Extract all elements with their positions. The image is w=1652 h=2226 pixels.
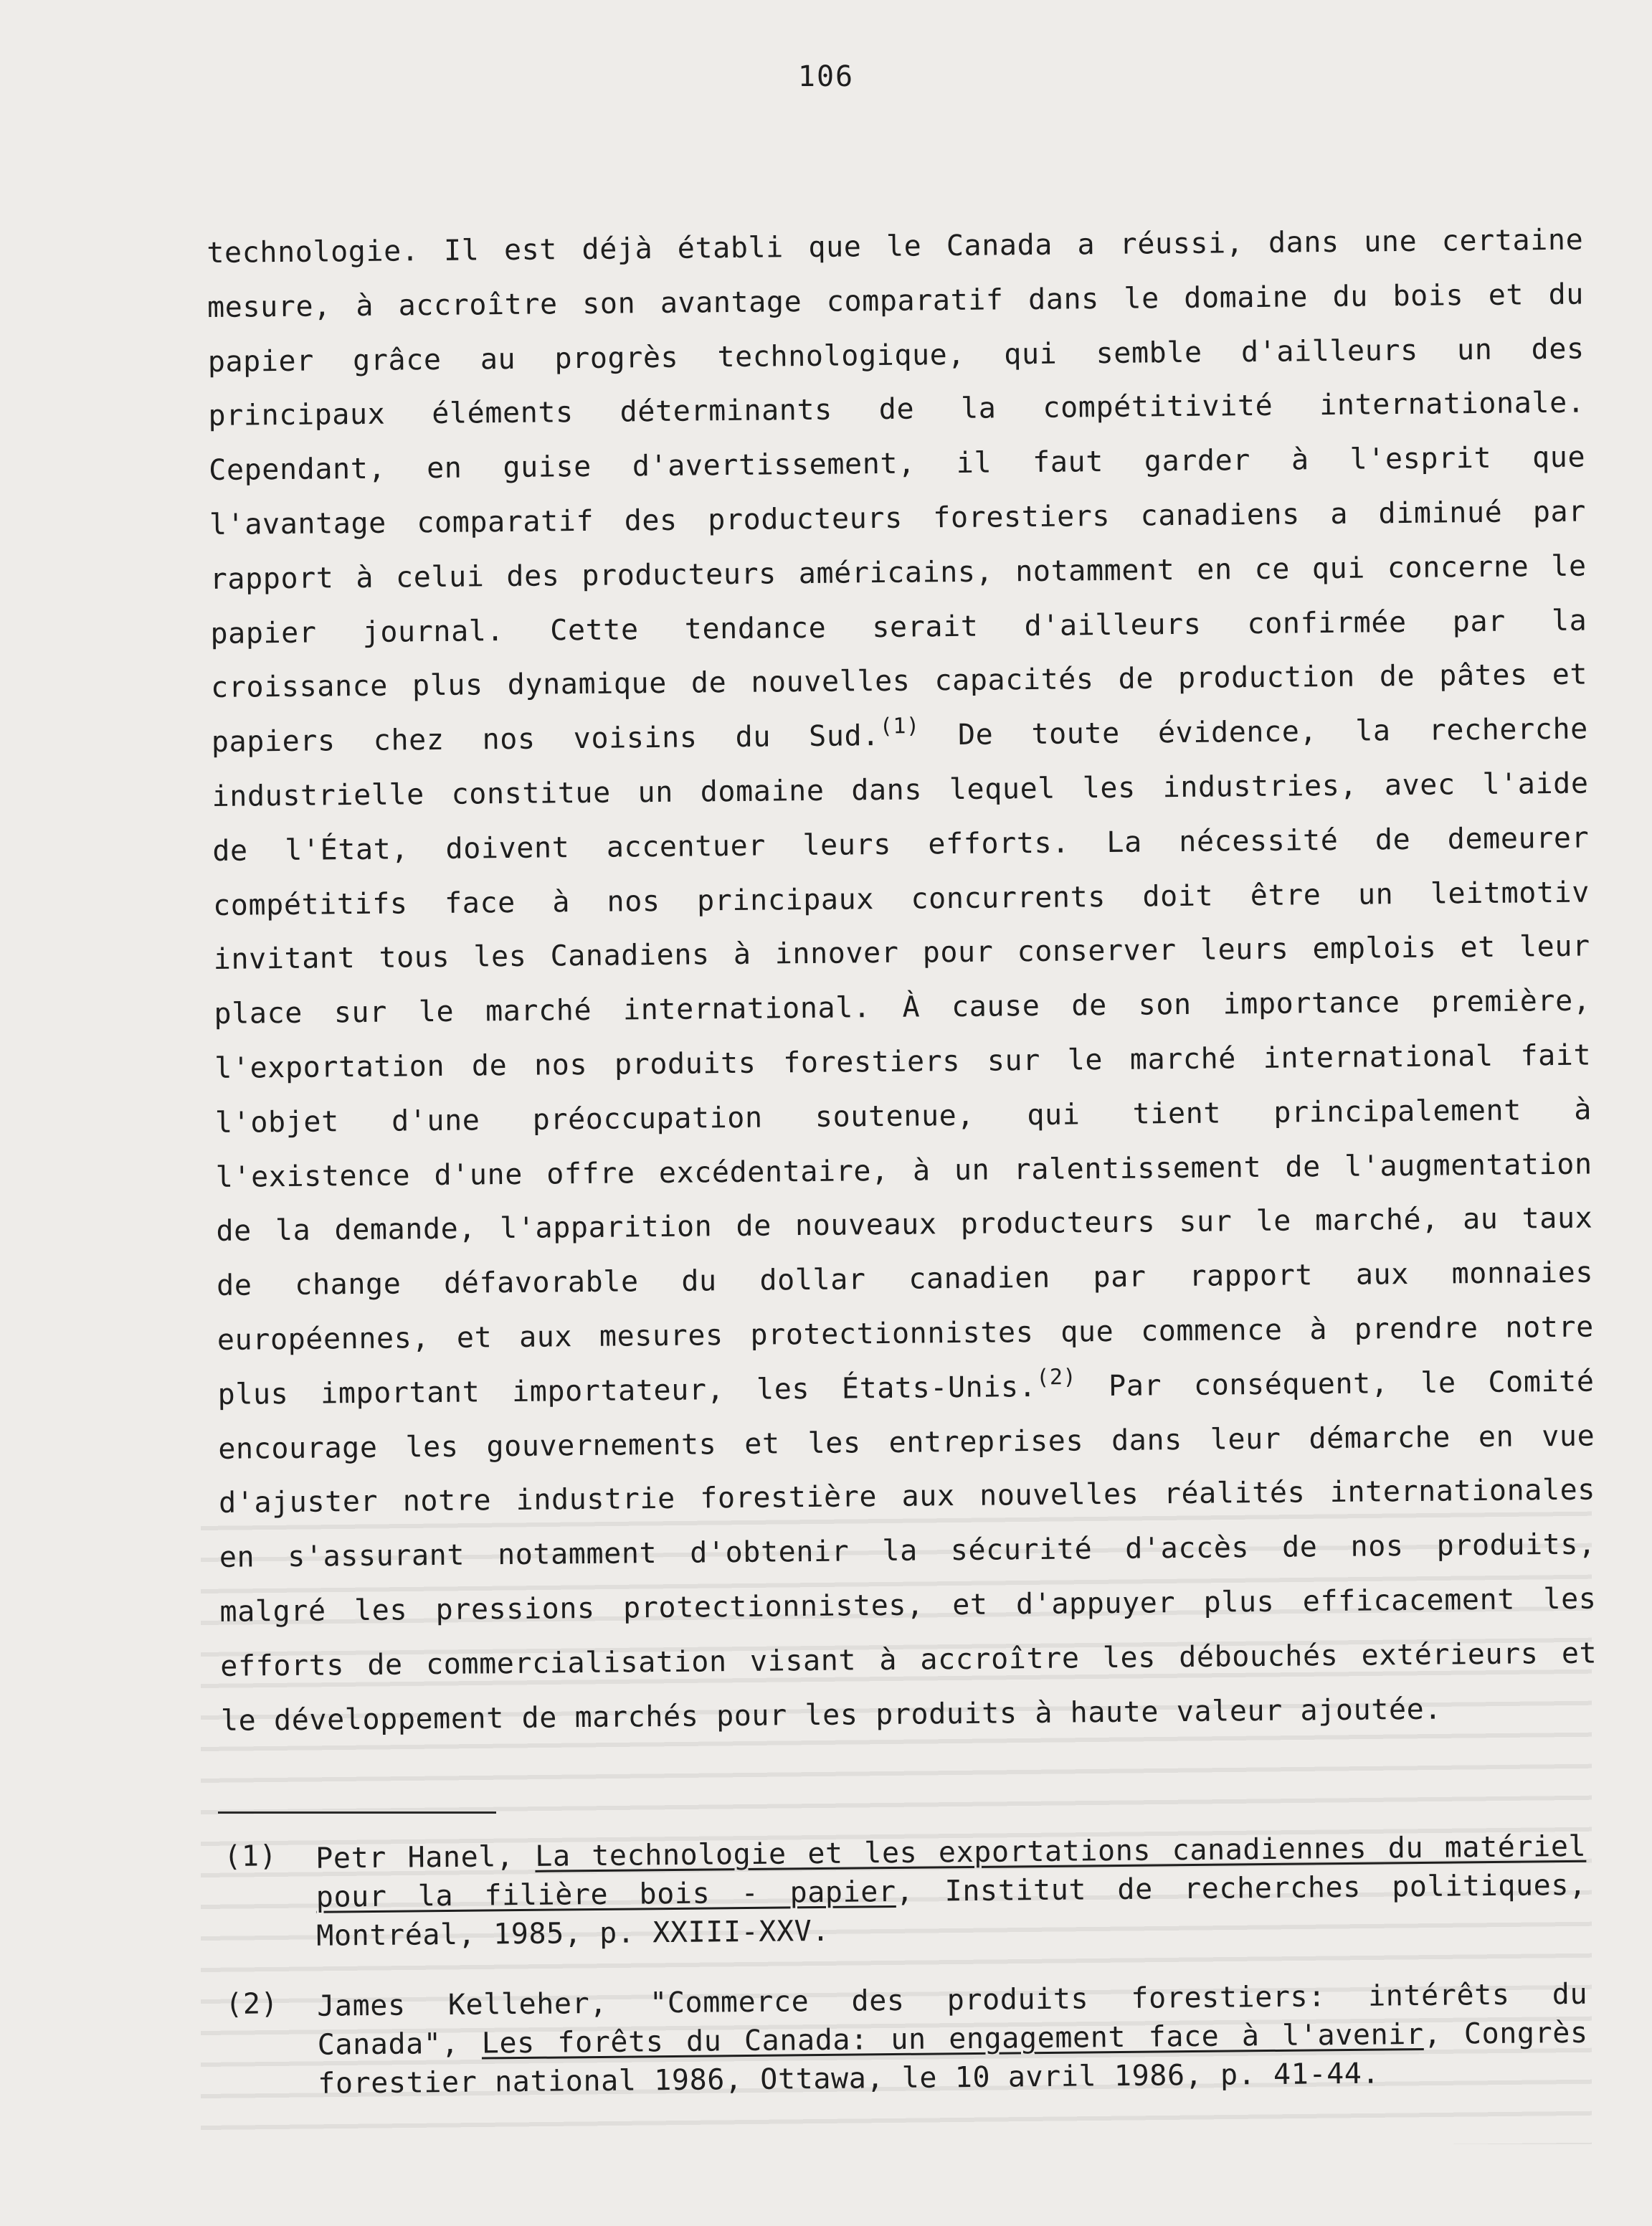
footnote-1: [224, 1827, 1587, 1956]
footnote-number: (2): [224, 1987, 279, 2021]
body-line: européennes, et aux mesures protectionnistes que commence à prendre notre: [217, 1310, 1595, 1357]
body-line: l'avantage comparatif des producteurs forestiers canadiens a diminué par: [209, 495, 1587, 541]
body-line: place sur le marché international. À cause de son importance première,: [214, 984, 1591, 1031]
footnote-separator: [218, 1811, 496, 1814]
body-line: d'ajuster notre industrie forestière aux nouvelles réalités internationales: [218, 1473, 1596, 1520]
body-line: encourage les gouvernements et les entreprises dans leur démarche en vue: [218, 1419, 1595, 1466]
body-line: croissance plus dynamique de nouvelles capacités de production de pâtes et: [210, 658, 1588, 705]
footnotes: [224, 1827, 1589, 2136]
body-line: industrielle constitue un domaine dans lequel les industries, avec l'aide: [212, 767, 1589, 813]
footnote-title: La technologie et les exportations canadiennes du matériel: [535, 1829, 1587, 1873]
body-line: rapport à celui des producteurs américains, notamment en ce qui concerne le: [209, 549, 1587, 596]
body-line: papier journal. Cette tendance serait d'ailleurs confirmée par la: [210, 604, 1587, 650]
footnote-title: pour la filière bois - papier: [315, 1875, 896, 1914]
body-line: de change défavorable du dollar canadien par rapport aux monnaies: [216, 1256, 1594, 1303]
footnote-line: forestier national 1986, Ottawa, le 10 avril 1986, p. 41-44.: [318, 2057, 1380, 2101]
footnote-text: , Institut de recherches politiques,: [896, 1868, 1587, 1909]
body-line: compétitifs face à nos principaux concurrents doit être un leitmotiv: [212, 876, 1590, 922]
body-line: de l'État, doivent accentuer leurs efforts. La nécessité de demeurer: [212, 821, 1590, 868]
body-line-text: Par conséquent, le Comité: [1076, 1365, 1595, 1403]
footnote-line: James Kelleher, "Commerce des produits forestiers: intérêts du: [317, 1977, 1588, 2023]
footnote-number: (1): [224, 1839, 277, 1873]
body-line: technologie. Il est déjà établi que le Canada a réussi, dans une certaine: [206, 223, 1584, 270]
body-line-text: papiers chez nos voisins du Sud.: [211, 719, 880, 759]
body-paragraph: [206, 214, 1598, 1749]
body-line: l'existence d'une offre excédentaire, à un ralentissement de l'augmentation: [215, 1147, 1592, 1194]
footnote-line: Montréal, 1985, p. XXIII-XXV.: [316, 1914, 830, 1953]
body-line: l'exportation de nos produits forestiers sur le marché international fait: [214, 1038, 1592, 1085]
footnote-author: Petr Hanel,: [315, 1839, 536, 1875]
body-line: papier grâce au progrès technologique, qui semble d'ailleurs un des: [207, 332, 1585, 379]
body-line: principaux éléments déterminants de la compétitivité internationale.: [208, 386, 1585, 433]
body-line: invitant tous les Canadiens à innover pour conserver leurs emplois et leur: [213, 929, 1590, 977]
body-line-text: plus important importateur, les États-Unis.: [217, 1370, 1037, 1411]
body-line: malgré les pressions protectionnistes, et d'appuyer plus efficacement les: [219, 1582, 1597, 1629]
body-line: l'objet d'une préoccupation soutenue, qui tient principalement à: [214, 1093, 1592, 1140]
body-line: le développement de marchés pour les produits à haute valeur ajoutée.: [220, 1692, 1443, 1738]
page-number: 106: [797, 60, 855, 93]
footnote-text: Canada",: [317, 2027, 482, 2062]
body-line: de la demande, l'apparition de nouveaux producteurs sur le marché, au taux: [216, 1201, 1593, 1249]
body-line: efforts de commercialisation visant à accroître les débouchés extérieurs et: [220, 1637, 1598, 1683]
body-line: en s'assurant notamment d'obtenir la sécurité d'accès de nos produits,: [219, 1528, 1596, 1575]
footnote-reference-1: (1): [879, 714, 920, 739]
body-line-text: De toute évidence, la recherche: [919, 712, 1589, 752]
body-line: mesure, à accroître son avantage comparatif dans le domaine du bois et du: [206, 278, 1585, 324]
body-line: Cependant, en guise d'avertissement, il faut garder à l'esprit que: [209, 440, 1586, 488]
footnote-title: Les forêts du Canada: un engagement face à l'avenir: [481, 2017, 1424, 2060]
footnote-2: [225, 1975, 1588, 2104]
footnote-text: , Congrès: [1423, 2016, 1588, 2051]
footnote-reference-2: (2): [1036, 1364, 1077, 1391]
